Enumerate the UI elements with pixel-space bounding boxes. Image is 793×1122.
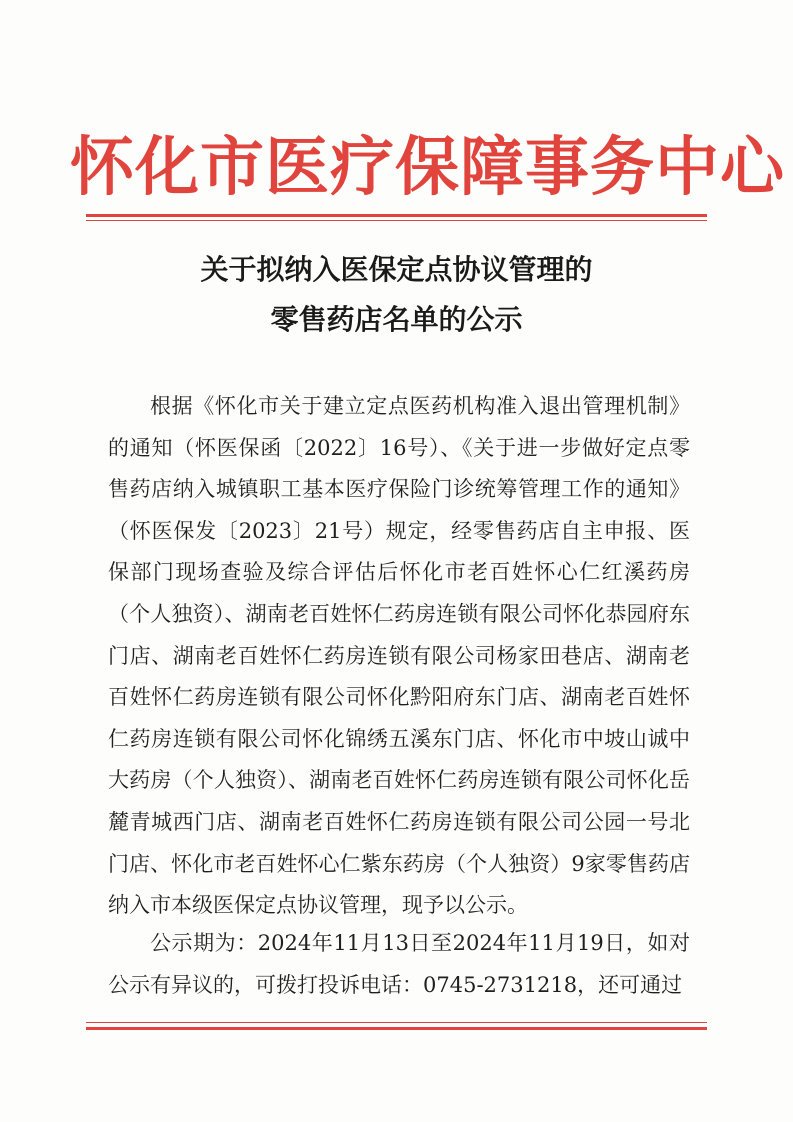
body-paragraph-2: 公示期为：2024年11月13日至2024年11月19日，如对公示有异议的，可拨打投诉电话：0745-2731218，还可通过 (108, 931, 690, 997)
document-title-line2: 零售药店名单的公示 (270, 303, 523, 336)
footer-red-rule-thin (86, 1022, 707, 1023)
document-title-line1: 关于拟纳入医保定点协议管理的 (200, 253, 593, 286)
header-red-rule-thick (86, 214, 707, 217)
header-red-rule-thin (86, 220, 707, 221)
body-paragraph-1: 根据《怀化市关于建立定点医药机构准入退出管理机制》的通知（怀医保函〔2022〕16号）、《关于进一步做好定点零售药店纳入城镇职工基本医疗保险门诊统筹管理工作的通知》（怀医保发〔2023〕21号）规定，经零售药店自主申报、医保部门现场查验及综合评估后怀化市老百姓怀心仁红溪药房（个人独资）、湖南老百姓怀仁药房连锁有限公司怀化恭园府东门店、湖南老百姓怀仁药房连锁有限公司杨家田巷店、湖南老百姓怀仁药房连锁有限公司怀化黔阳府东门店、湖南老百姓怀仁药房连锁有限公司怀化锦绣五溪东门店、怀化市中坡山诚中大药房（个人独资）、湖南老百姓怀仁药房连锁有限公司怀化岳麓青城西门店、湖南老百姓怀仁药房连锁有限公司公园一号北门店、怀化市老百姓怀心仁紫东药房（个人独资）9家零售药店纳入市本级医保定点协议管理，现予以公示。 (108, 394, 690, 918)
organization-masthead: 怀化市医疗保障事务中心 (70, 131, 785, 205)
footer-red-rule-thick (86, 1027, 707, 1030)
